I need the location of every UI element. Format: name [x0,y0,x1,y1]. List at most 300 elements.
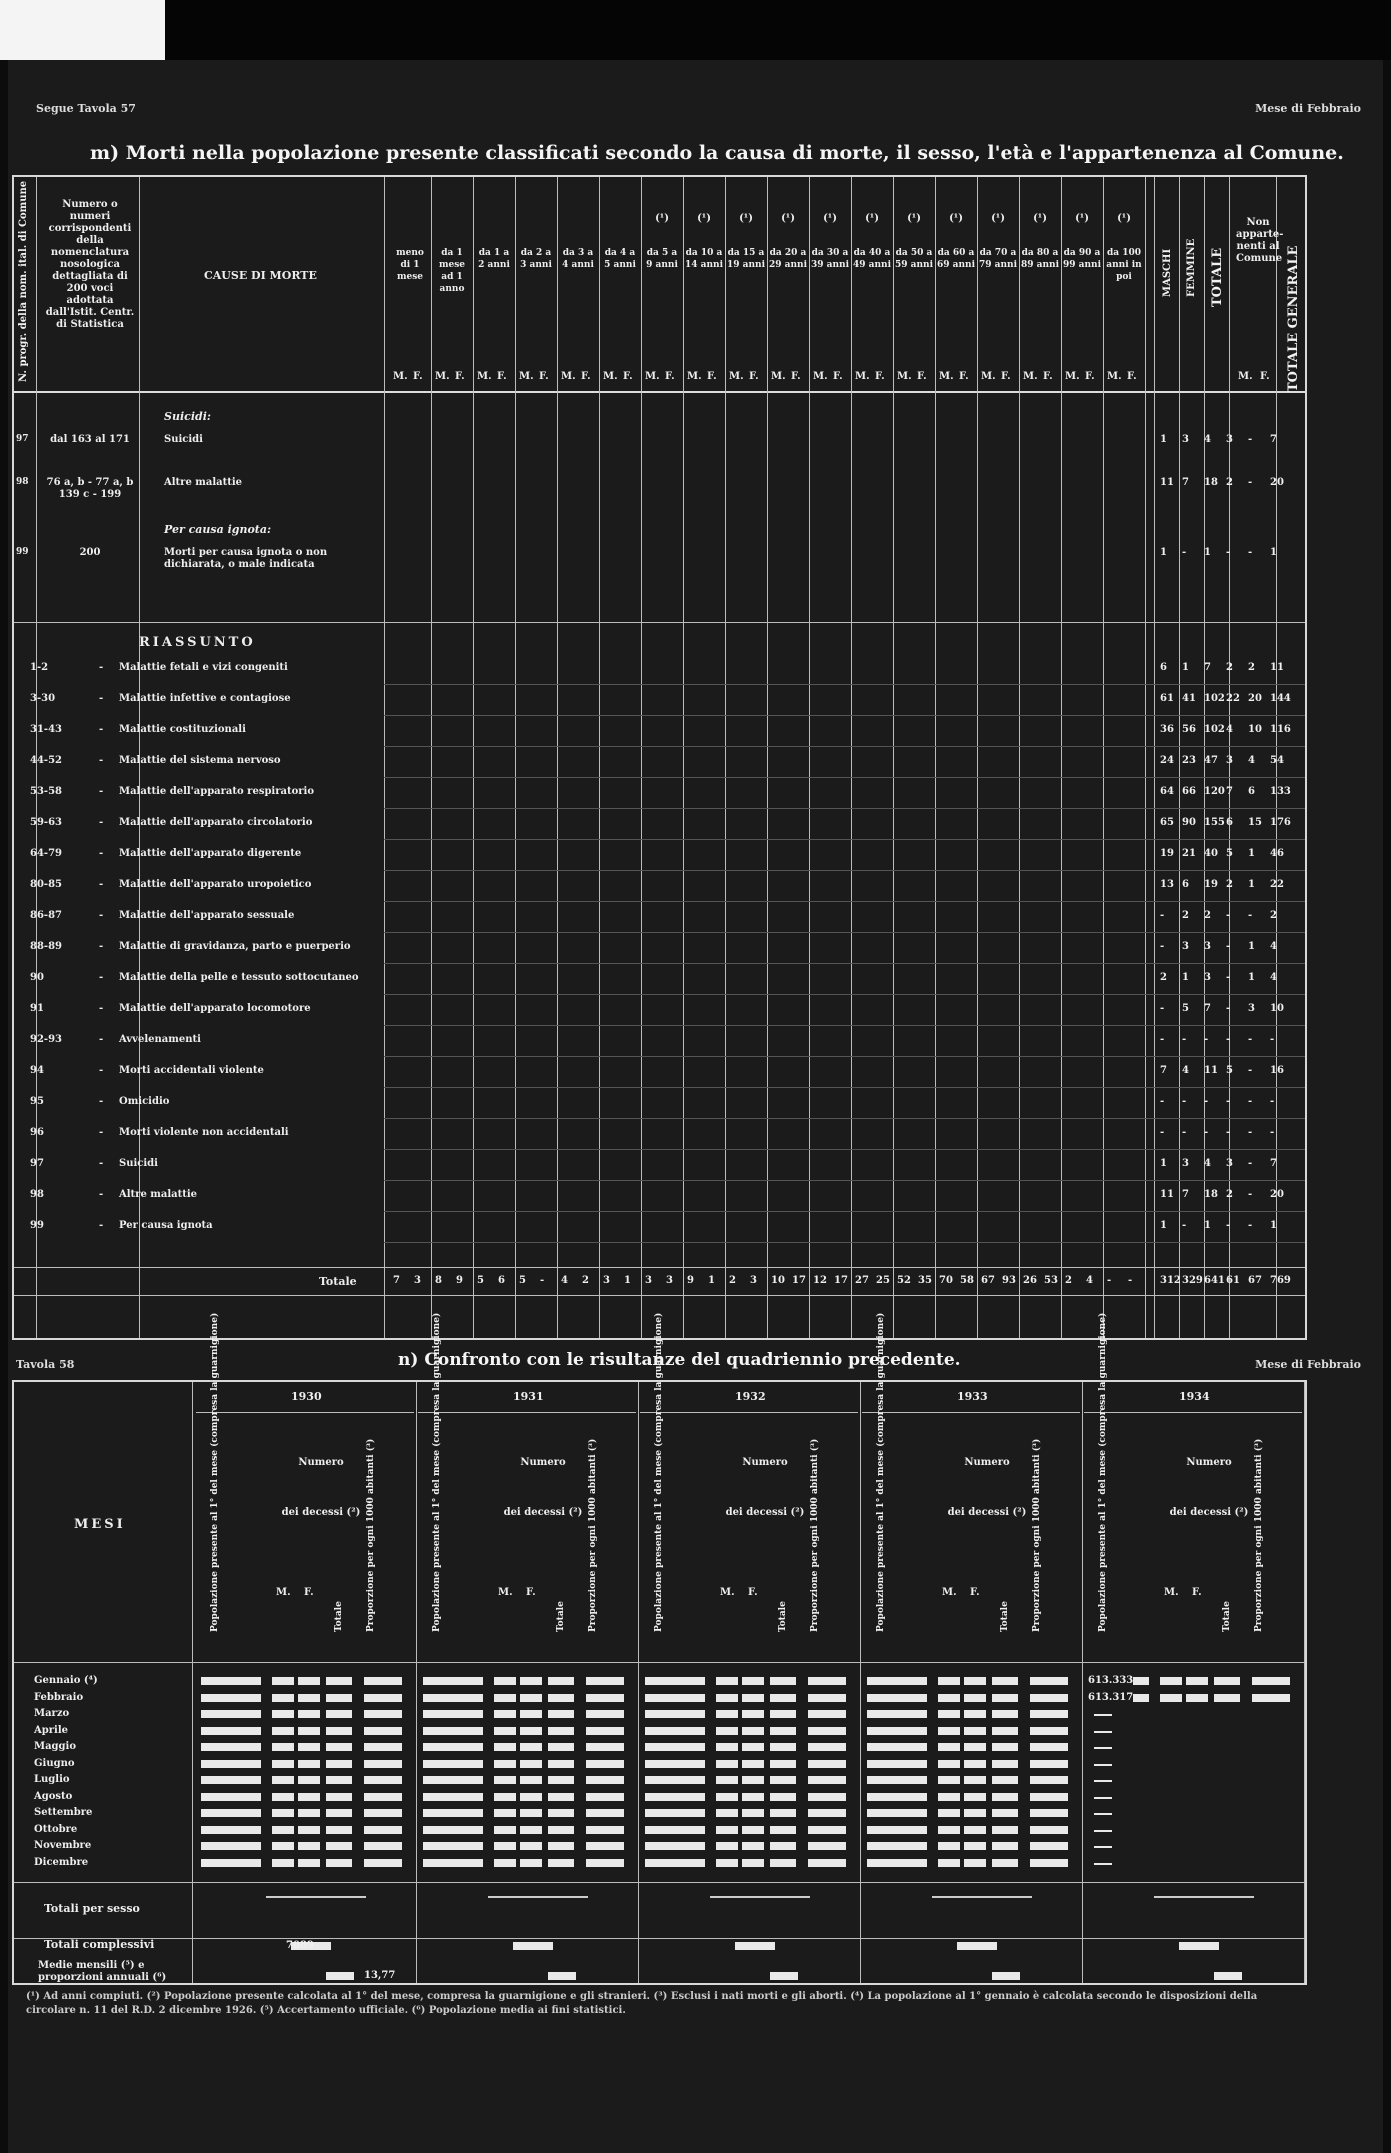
illegible-value [364,1826,402,1834]
summary-total-cell: 1 [1248,848,1255,859]
table57 [12,175,1307,1340]
illegible-value [298,1793,320,1801]
summary-total-cell: 4 [1270,972,1277,983]
illegible-value [272,1826,294,1834]
illegible-value [586,1809,624,1817]
illegible-value [742,1809,764,1817]
row-rule [384,715,1305,716]
illegible-value [520,1776,542,1784]
illegible-value [938,1727,960,1735]
row-rule [384,1180,1305,1181]
illegible-value [586,1727,624,1735]
illegible-value [645,1859,705,1867]
age-note-mark: (¹) [865,213,879,224]
summary-total-cell: - [1248,1127,1253,1138]
year-label: 1932 [735,1390,766,1403]
age-f: F. [791,371,801,382]
illegible-value [326,1809,352,1817]
empty-dash [1094,1747,1112,1749]
total-cell: 2 [1065,1275,1072,1286]
illegible-value [494,1694,516,1702]
illegible-value [1030,1677,1068,1685]
decessi-header: dei decessi (²) [947,1507,1027,1518]
summary-code: 53-58 [30,786,62,797]
illegible-value [1186,1694,1208,1702]
summary-total-cell: 10 [1270,1003,1284,1014]
illegible-value [201,1743,261,1751]
total-cell: 61 [1226,1275,1240,1286]
illegible-value [586,1710,624,1718]
illegible-value [423,1727,483,1735]
summary-dash: - [99,1034,104,1045]
summary-total-cell: 4 [1204,1158,1211,1169]
illegible-value [298,1842,320,1850]
summary-total-cell: - [1248,1065,1253,1076]
month-label: Marzo [34,1708,70,1719]
illegible-value [520,1842,542,1850]
illegible-value [364,1793,402,1801]
illegible-value [938,1826,960,1834]
total-cell: 641 [1204,1275,1225,1286]
illegible-value [298,1727,320,1735]
illegible-value [548,1694,574,1702]
illegible-value [201,1842,261,1850]
empty-dash [1094,1797,1112,1799]
summary-total-cell: - [1160,941,1165,952]
total-cell: 3 [603,1275,610,1286]
illegible-value [808,1826,846,1834]
illegible-value [364,1760,402,1768]
total-cell: 7 [393,1275,400,1286]
summary-total-cell: 19 [1204,879,1218,890]
age-group-label: da 70 a 79 anni [979,248,1017,270]
illegible-value [645,1793,705,1801]
summary-dash: - [99,1065,104,1076]
summary-code: 96 [30,1127,44,1138]
summary-cause: Malattie dell'apparato circolatorio [119,817,313,828]
month-label: Giugno [34,1757,75,1769]
row-rule [384,994,1305,995]
detail-row-number: 97 [16,434,29,444]
month-label: Febbraio [34,1691,84,1703]
illegible-value [867,1842,927,1850]
summary-code: 3-30 [30,693,56,704]
total-cell: 53 [1044,1275,1058,1286]
illegible-value [716,1677,738,1685]
illegible-value [645,1826,705,1834]
detail-total-cell: - [1248,434,1253,445]
causes-header: CAUSE DI MORTE [204,269,317,282]
illegible-value [272,1859,294,1867]
age-group-label: da 30 a 39 anni [811,248,849,270]
illegible-value [298,1809,320,1817]
illegible-value [586,1677,624,1685]
illegible-value [272,1710,294,1718]
illegible-value [645,1760,705,1768]
illegible-value [1186,1677,1208,1685]
medie-value [1214,1972,1242,1980]
illegible-value [548,1743,574,1751]
illegible-value [808,1694,846,1702]
detail-total-cell: 3 [1182,434,1189,445]
summary-total-cell: 5 [1226,1065,1233,1076]
age-group-label: da 90 a 99 anni [1063,248,1101,270]
annual-total [1179,1942,1219,1950]
age-f: F. [875,371,885,382]
summary-dash: - [99,1158,104,1169]
maschi-header: MASCHI [1162,248,1173,297]
prop-header: Proporzione per ogni 1000 abitanti (³) [1032,1438,1042,1632]
month-label: Agosto [34,1790,73,1802]
illegible-value [201,1677,261,1685]
summary-cause: Morti violente non accidentali [119,1127,289,1138]
illegible-value [867,1710,927,1718]
total-cell: 70 [939,1275,953,1286]
numero-header: Numero [298,1457,344,1468]
summary-total-cell: - [1204,1096,1209,1107]
illegible-value [938,1760,960,1768]
total-bracket [1154,1890,1254,1898]
summary-total-cell: 6 [1160,662,1167,673]
m-header: M. [276,1587,291,1598]
illegible-value [645,1776,705,1784]
illegible-value [992,1727,1018,1735]
illegible-value [548,1760,574,1768]
summary-total-cell: 3 [1248,1003,1255,1014]
age-col-divider [935,177,936,1338]
illegible-value [201,1793,261,1801]
age-m: M. [603,371,618,382]
illegible-value [808,1859,846,1867]
age-group-label: da 40 a 49 anni [853,248,891,270]
summary-total-cell: 11 [1270,662,1284,673]
illegible-value [770,1743,796,1751]
summary-total-cell: 7 [1182,1189,1189,1200]
summary-code: 90 [30,972,44,983]
illegible-value [494,1727,516,1735]
totale-header: Totale [334,1601,344,1632]
total-bracket [932,1890,1032,1898]
illegible-value [645,1743,705,1751]
total-bracket [266,1890,366,1898]
detail-total-cell: 20 [1270,477,1284,488]
illegible-value [716,1776,738,1784]
illegible-value [494,1677,516,1685]
summary-total-cell: 18 [1204,1189,1218,1200]
illegible-value [938,1842,960,1850]
summary-cause: Malattie di gravidanza, parto e puerperio [119,941,351,952]
illegible-value [770,1809,796,1817]
pop-1934-value: 613.333 [1088,1675,1134,1686]
summary-total-cell: 133 [1270,786,1291,797]
empty-dash [1094,1846,1112,1848]
illegible-value [770,1859,796,1867]
illegible-value [298,1826,320,1834]
illegible-value [272,1776,294,1784]
row-rule [384,901,1305,902]
illegible-value [272,1842,294,1850]
summary-total-cell: 2 [1160,972,1167,983]
summary-total-cell: 41 [1182,693,1196,704]
month-label: Gennaio (⁴) [34,1675,98,1686]
illegible-value [298,1694,320,1702]
summary-cause: Malattie costituzionali [119,724,246,735]
illegible-value [964,1760,986,1768]
detail-row-codes: dal 163 al 171 [50,434,130,445]
illegible-value [770,1842,796,1850]
illegible-value [494,1743,516,1751]
summary-total-cell: 3 [1226,755,1233,766]
summary-cause: Omicidio [119,1096,170,1107]
summary-total-cell: 2 [1226,1189,1233,1200]
summary-total-cell: 3 [1204,941,1211,952]
illegible-value [326,1677,352,1685]
summary-total-cell: 56 [1182,724,1196,735]
illegible-value [272,1760,294,1768]
total-cell: - [540,1275,545,1286]
illegible-value [867,1727,927,1735]
age-group-label: da 50 a 59 anni [895,248,933,270]
age-note-mark: (¹) [823,213,837,224]
summary-code: 31-43 [30,724,62,735]
non-app-header: Non apparte-nenti al Comune [1236,217,1284,264]
detail-total-cell: 7 [1182,477,1189,488]
summary-total-cell: 1 [1182,972,1189,983]
illegible-value [423,1826,483,1834]
illegible-value [520,1677,542,1685]
illegible-value [716,1793,738,1801]
detail-total-cell: - [1226,547,1231,558]
illegible-value [326,1760,352,1768]
illegible-value [742,1760,764,1768]
total-cell: 2 [582,1275,589,1286]
illegible-value [298,1776,320,1784]
total-cell: 3 [666,1275,673,1286]
illegible-value [520,1859,542,1867]
illegible-value [494,1842,516,1850]
illegible-value [938,1710,960,1718]
age-group-label: da 80 a 89 anni [1021,248,1059,270]
summary-total-cell: 3 [1204,972,1211,983]
age-note-mark: (¹) [781,213,795,224]
codes-header: Numero o numeri corrispondenti della nomenclatura nosologica dettagliata di 200 voci adottata dall'Istit. Centr. di Statistica [45,199,135,330]
illegible-value [716,1859,738,1867]
illegible-value [423,1743,483,1751]
illegible-value [423,1776,483,1784]
illegible-value [742,1793,764,1801]
femmine-header: FEMMINE [1186,238,1197,297]
row-rule [384,932,1305,933]
summary-total-cell: - [1160,1096,1165,1107]
age-group-label: da 3 a 4 anni [562,248,594,270]
illegible-value [938,1793,960,1801]
age-m: M. [729,371,744,382]
header-right: Mese di Febbraio [1255,102,1361,115]
summary-total-cell: 10 [1248,724,1262,735]
illegible-value [586,1793,624,1801]
age-m: M. [477,371,492,382]
age-note-mark: (¹) [1117,213,1131,224]
illegible-value [867,1694,927,1702]
detail-total-cell: 4 [1204,434,1211,445]
illegible-value [716,1743,738,1751]
illegible-value [716,1694,738,1702]
numero-header: Numero [742,1457,788,1468]
summary-total-cell: - [1226,1127,1231,1138]
illegible-value [364,1727,402,1735]
illegible-value [645,1842,705,1850]
age-group-label: da 5 a 9 anni [646,248,678,270]
illegible-value [494,1710,516,1718]
summary-total-cell: - [1248,1220,1253,1231]
age-m: M. [687,371,702,382]
illegible-value [1030,1710,1068,1718]
month-label: Novembre [34,1840,92,1851]
detail-total-cell: 1 [1270,547,1277,558]
illegible-value [742,1727,764,1735]
illegible-value [964,1743,986,1751]
medie-value [770,1972,798,1980]
illegible-value [586,1743,624,1751]
pop-header: Popolazione presente al 1° del mese (compresa la guarnigione) [876,1312,886,1632]
age-col-divider [977,177,978,1338]
illegible-value [1030,1809,1068,1817]
annual-1930: 7089 [286,1940,314,1951]
total-cell: 3 [645,1275,652,1286]
illegible-value [992,1826,1018,1834]
summary-total-cell: 21 [1182,848,1196,859]
year-rule [862,1412,1080,1413]
summary-total-cell: 90 [1182,817,1196,828]
summary-total-cell: 5 [1182,1003,1189,1014]
illegible-value [867,1776,927,1784]
summary-cause: Malattie dell'apparato uropoietico [119,879,312,890]
illegible-value [494,1859,516,1867]
illegible-value [548,1727,574,1735]
summary-total-cell: - [1226,1220,1231,1231]
summary-total-cell: 20 [1248,693,1262,704]
prop-header: Proporzione per ogni 1000 abitanti (³) [810,1438,820,1632]
summary-total-cell: - [1204,1034,1209,1045]
age-f: F. [707,371,717,382]
illegible-value [808,1793,846,1801]
summary-total-cell: 4 [1248,755,1255,766]
illegible-value [964,1776,986,1784]
illegible-value [645,1677,705,1685]
illegible-value [867,1743,927,1751]
illegible-value [1214,1677,1240,1685]
illegible-value [520,1760,542,1768]
illegible-value [742,1677,764,1685]
detail-row-cause: Altre malattie [164,477,243,488]
age-f: F. [455,371,465,382]
total-cell: 1 [624,1275,631,1286]
summary-total-cell: 7 [1270,1158,1277,1169]
summary-dash: - [99,1096,104,1107]
row-rule [384,1242,1305,1243]
detail-row-number: 98 [16,477,29,487]
summary-total-cell: - [1182,1096,1187,1107]
illegible-value [364,1859,402,1867]
total-cell: - [1107,1275,1112,1286]
summary-total-cell: - [1160,1127,1165,1138]
illegible-value [326,1743,352,1751]
illegible-value [423,1793,483,1801]
total-col-divider [1154,177,1155,1338]
summary-total-cell: - [1160,910,1165,921]
illegible-value [1030,1793,1068,1801]
age-group-label: da 10 a 14 anni [685,248,723,270]
summary-cause: Malattie infettive e contagiose [119,693,291,704]
row-rule [384,1025,1305,1026]
year-divider [416,1382,417,1983]
age-col-divider [1145,177,1146,1338]
illegible-value [1214,1694,1240,1702]
summary-total-cell: 2 [1204,910,1211,921]
empty-dash [1094,1813,1112,1815]
summary-total-cell: - [1182,1034,1187,1045]
age-col-divider [1019,177,1020,1338]
totali-complessivi: Totali complessivi [44,1938,155,1951]
illegible-value [992,1710,1018,1718]
summary-dash: - [99,941,104,952]
illegible-value [770,1760,796,1768]
summary-total-cell: - [1270,1127,1275,1138]
detail-total-cell: 2 [1226,477,1233,488]
annual-total [513,1942,553,1950]
illegible-value [742,1743,764,1751]
summary-code: 97 [30,1158,44,1169]
summary-cause: Malattie dell'apparato sessuale [119,910,295,921]
illegible-value [586,1776,624,1784]
age-m: M. [519,371,534,382]
age-group-label: da 1 a 2 anni [478,248,510,270]
summary-total-cell: 7 [1226,786,1233,797]
illegible-value [494,1809,516,1817]
illegible-value [326,1859,352,1867]
illegible-value [548,1826,574,1834]
detail-total-cell: 7 [1270,434,1277,445]
total-cell: 6 [498,1275,505,1286]
total-cell: 8 [435,1275,442,1286]
row-rule [384,963,1305,964]
empty-dash [1094,1780,1112,1782]
totale-generale-header: TOTALE GENERALE [1286,245,1301,392]
illegible-value [201,1760,261,1768]
age-col-divider [557,177,558,1338]
illegible-value [742,1694,764,1702]
summary-total-cell: - [1248,1096,1253,1107]
summary-code: 99 [30,1220,44,1231]
summary-total-cell: 20 [1270,1189,1284,1200]
detail-total-cell: - [1248,477,1253,488]
summary-total-cell: - [1248,1189,1253,1200]
illegible-value [326,1694,352,1702]
total-cell: 9 [456,1275,463,1286]
m-header: M. [720,1587,735,1598]
illegible-value [964,1727,986,1735]
summary-total-cell: 66 [1182,786,1196,797]
age-f: F. [917,371,927,382]
illegible-value [298,1859,320,1867]
illegible-value [808,1710,846,1718]
summary-total-cell: 22 [1226,693,1240,704]
totali-sesso: Totali per sesso [44,1902,140,1915]
illegible-value [423,1859,483,1867]
illegible-value [867,1826,927,1834]
summary-code: 92-93 [30,1034,62,1045]
summary-dash: - [99,910,104,921]
